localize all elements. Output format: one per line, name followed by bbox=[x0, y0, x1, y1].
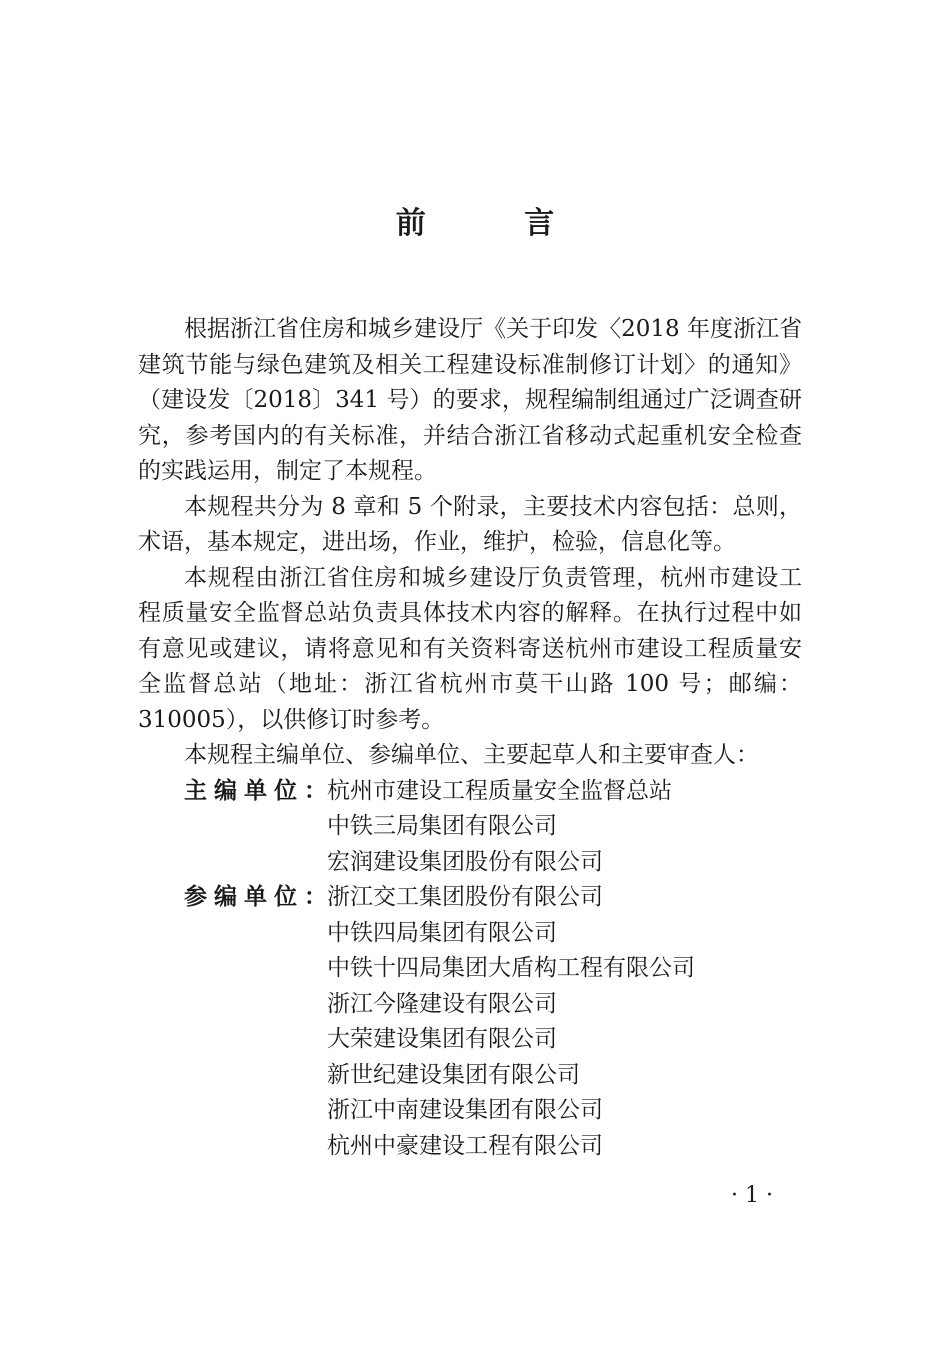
participating-units-label-text: 参编单位 bbox=[184, 884, 304, 910]
org-list-item: 中铁三局集团有限公司 bbox=[327, 813, 557, 839]
chief-units-label-text: 主编单位 bbox=[184, 777, 304, 804]
org-list-item: 中铁十四局集团大盾构工程有限公司 bbox=[327, 955, 695, 981]
chief-units-row bbox=[138, 774, 802, 881]
page-number: · 1 · bbox=[731, 1183, 773, 1208]
participating-units-label bbox=[138, 880, 327, 916]
chief-units-label bbox=[138, 774, 327, 810]
participating-units-list bbox=[327, 880, 802, 1164]
paragraph-management: 本规程由浙江省住房和城乡建设厅负责管理，杭州市建设工程质量安全监督总站负责具体技术内容的解释。在执行过程中如有意见或建议，请将意见和有关资料寄送杭州市建设工程质量安全监督总站（地址：浙江省杭州市莫干山路 100 号；邮编：310005），以供修订时参考。 bbox=[138, 564, 802, 733]
org-list-item: 杭州中豪建设工程有限公司 bbox=[327, 1132, 603, 1159]
chief-units-colon: ： bbox=[304, 777, 327, 804]
participating-units-block bbox=[138, 880, 802, 1164]
org-list-item: 浙江交工集团股份有限公司 bbox=[327, 884, 603, 910]
org-list-item: 新世纪建设集团有限公司 bbox=[327, 1061, 580, 1088]
org-list-item: 浙江今隆建设有限公司 bbox=[327, 990, 557, 1017]
paragraph-basis: 根据浙江省住房和城乡建设厅《关于印发〈2018 年度浙江省建筑节能与绿色建筑及相关工程建设标准制修订计划〉的通知》（建设发〔2018〕341 号）的要求，规程编制组通过广泛调查研究，参考国内的有关标准，并结合浙江省移动式起重机安全检查的实践运用，制定了本规程。 bbox=[138, 316, 802, 484]
paragraph-contents: 本规程共分为 8 章和 5 个附录，主要技术内容包括：总则，术语，基本规定，进出场，作业，维护，检验，信息化等。 bbox=[138, 493, 802, 555]
participating-units-row bbox=[138, 880, 802, 1164]
org-list-item: 浙江中南建设集团有限公司 bbox=[327, 1097, 603, 1123]
participating-units-colon: ： bbox=[304, 884, 327, 910]
paragraph-units-intro: 本规程主编单位、参编单位、主要起草人和主要审查人： bbox=[184, 742, 759, 768]
chief-units-block bbox=[138, 774, 802, 881]
org-list-item: 中铁四局集团有限公司 bbox=[327, 919, 557, 946]
chief-units-list bbox=[327, 774, 802, 881]
org-list-item: 宏润建设集团股份有限公司 bbox=[327, 848, 603, 875]
page-title-text: 前 言 bbox=[395, 206, 599, 241]
page-title bbox=[0, 200, 950, 248]
org-list-item: 杭州市建设工程质量安全监督总站 bbox=[327, 777, 672, 804]
org-list-item: 大荣建设集团有限公司 bbox=[327, 1026, 557, 1052]
document-body bbox=[138, 312, 802, 1164]
